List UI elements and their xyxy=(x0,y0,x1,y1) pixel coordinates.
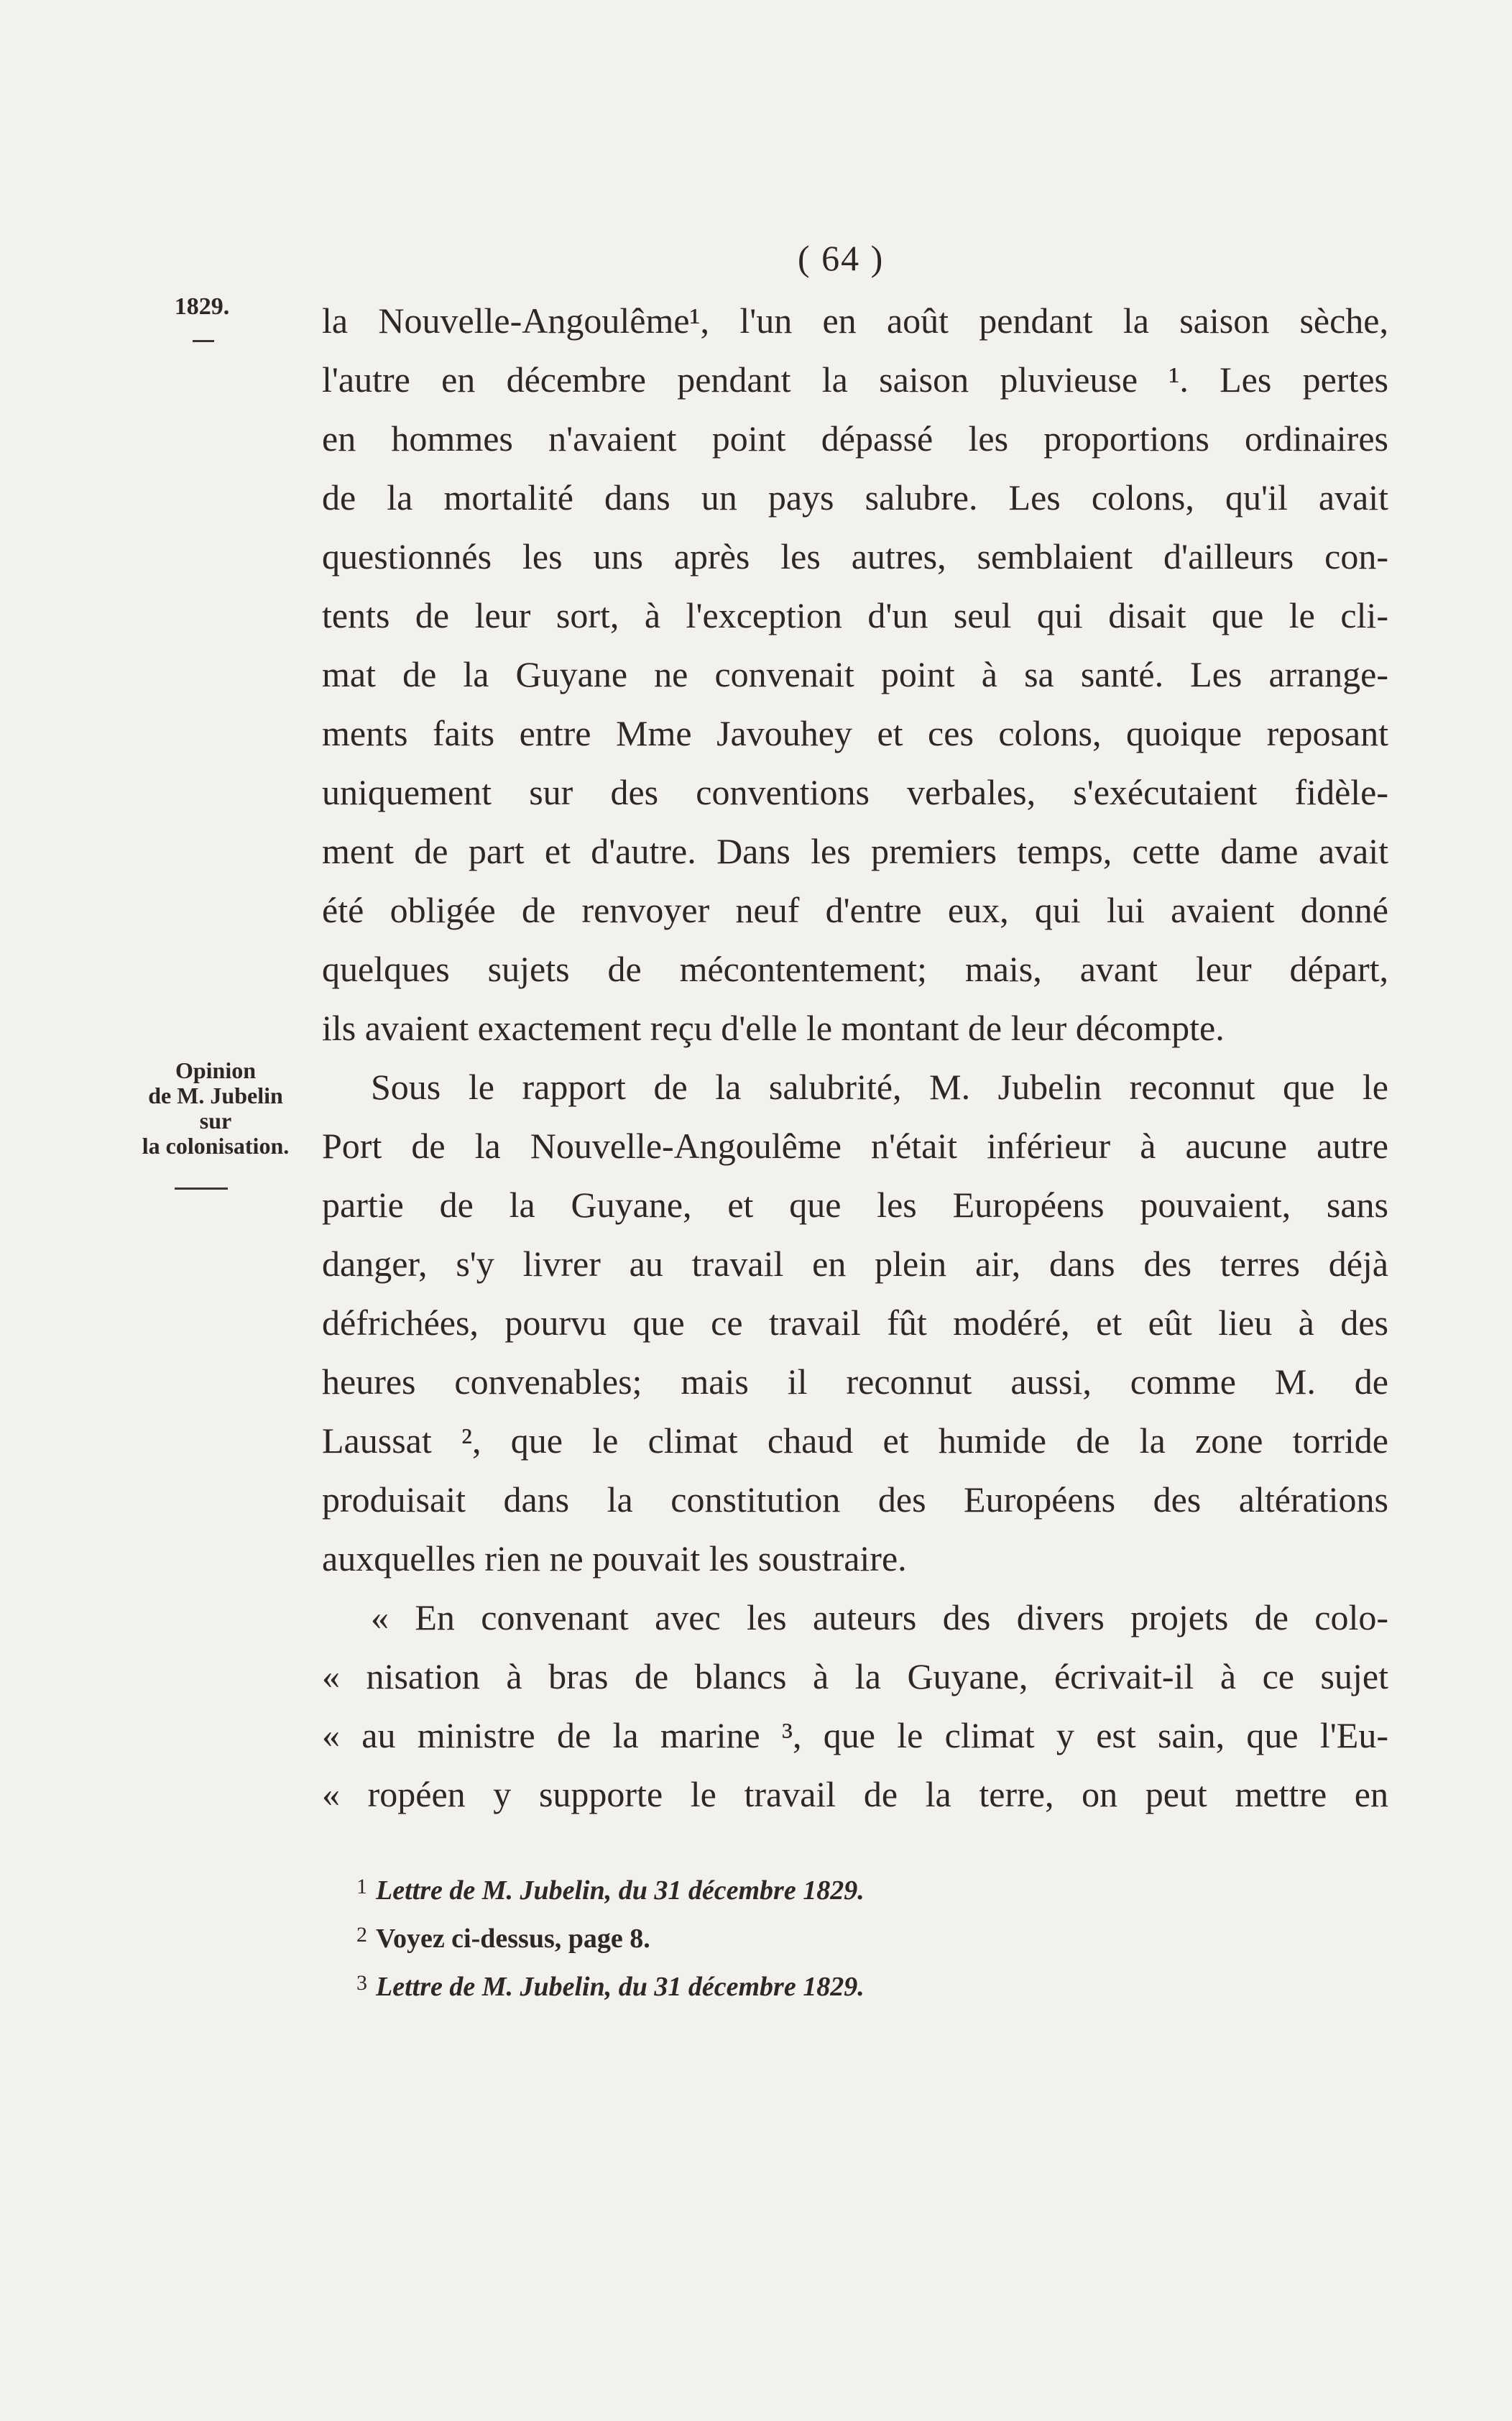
footnote-text: Lettre de M. Jubelin, du 31 décembre 1829. xyxy=(376,1875,865,1906)
body-text xyxy=(322,291,1388,1824)
side-note-line: la colonisation. xyxy=(142,1133,290,1159)
text-line: l'autre en décembre pendant la saison pluvieuse ¹. Les pertes xyxy=(322,359,1388,400)
footnote xyxy=(356,1865,1291,1913)
footnote xyxy=(356,1961,1291,2009)
side-note-line: Opinion xyxy=(175,1057,257,1083)
side-note-line: sur xyxy=(199,1108,232,1134)
text-line: tents de leur sort, à l'exception d'un seul qui disait que le cli- xyxy=(322,595,1388,635)
footnote-number: 1 xyxy=(356,1875,367,1898)
footnotes xyxy=(356,1865,1291,2009)
text-line: mat de la Guyane ne convenait point à sa santé. Les arrange- xyxy=(322,654,1388,694)
text-line: auxquelles rien ne pouvait les soustraire. xyxy=(322,1538,907,1579)
text-line: « ropéen y supporte le travail de la terre, on peut mettre en xyxy=(322,1774,1388,1814)
text-line: danger, s'y livrer au travail en plein air, dans des terres déjà xyxy=(322,1244,1388,1284)
text-line: produisait dans la constitution des Européens des altérations xyxy=(322,1479,1388,1520)
footnote-number: 2 xyxy=(356,1923,367,1947)
text-line: « au ministre de la marine ³, que le climat y est sain, que l'Eu- xyxy=(322,1715,1388,1755)
text-line: heures convenables; mais il reconnut aussi, comme M. de xyxy=(322,1361,1388,1402)
text-line: questionnés les uns après les autres, semblaient d'ailleurs con- xyxy=(322,536,1388,576)
text-line: été obligée de renvoyer neuf d'entre eux, qui lui avaient donné xyxy=(322,890,1388,930)
text-line: uniquement sur des conventions verbales, s'exécutaient fidèle- xyxy=(322,772,1388,812)
side-note-rule xyxy=(175,1187,228,1190)
text-line: ment de part et d'autre. Dans les premiers temps, cette dame avait xyxy=(322,831,1388,871)
footnote-text: Lettre de M. Jubelin, du 31 décembre 1829. xyxy=(376,1972,865,2002)
text-line: Port de la Nouvelle-Angoulême n'était inférieur à aucune autre xyxy=(322,1126,1388,1166)
text-line: Sous le rapport de la salubrité, M. Jubelin reconnut que le xyxy=(371,1067,1388,1107)
text-line: « En convenant avec les auteurs des divers projets de colo- xyxy=(371,1597,1388,1637)
text-line: la Nouvelle-Angoulême¹, l'un en août pendant la saison sèche, xyxy=(322,300,1388,341)
text-line: de la mortalité dans un pays salubre. Les colons, qu'il avait xyxy=(322,477,1388,518)
text-line: ils avaient exactement reçu d'elle le montant de leur décompte. xyxy=(322,1008,1225,1048)
side-note-line: de M. Jubelin xyxy=(148,1083,283,1108)
text-line: en hommes n'avaient point dépassé les proportions ordinaires xyxy=(322,418,1388,459)
text-line: ments faits entre Mme Javouhey et ces colons, quoique reposant xyxy=(322,713,1388,753)
text-line: « nisation à bras de blancs à la Guyane, écrivait-il à ce sujet xyxy=(322,1656,1388,1696)
footnote-number: 3 xyxy=(356,1971,367,1995)
footnote xyxy=(356,1913,1291,1961)
text-line: partie de la Guyane, et que les Européens pouvaient, sans xyxy=(322,1185,1388,1225)
side-note xyxy=(108,1058,323,1159)
page-number: ( 64 ) xyxy=(798,238,885,278)
margin-year-rule xyxy=(193,340,214,342)
margin-year: 1829. xyxy=(174,293,230,320)
text-line: quelques sujets de mécontentement; mais, avant leur départ, xyxy=(322,949,1388,989)
footnote-text: Voyez ci-dessus, page 8. xyxy=(376,1924,650,1954)
text-line: défrichées, pourvu que ce travail fût modéré, et eût lieu à des xyxy=(322,1303,1388,1343)
text-line: Laussat ², que le climat chaud et humide de la zone torride xyxy=(322,1420,1388,1461)
